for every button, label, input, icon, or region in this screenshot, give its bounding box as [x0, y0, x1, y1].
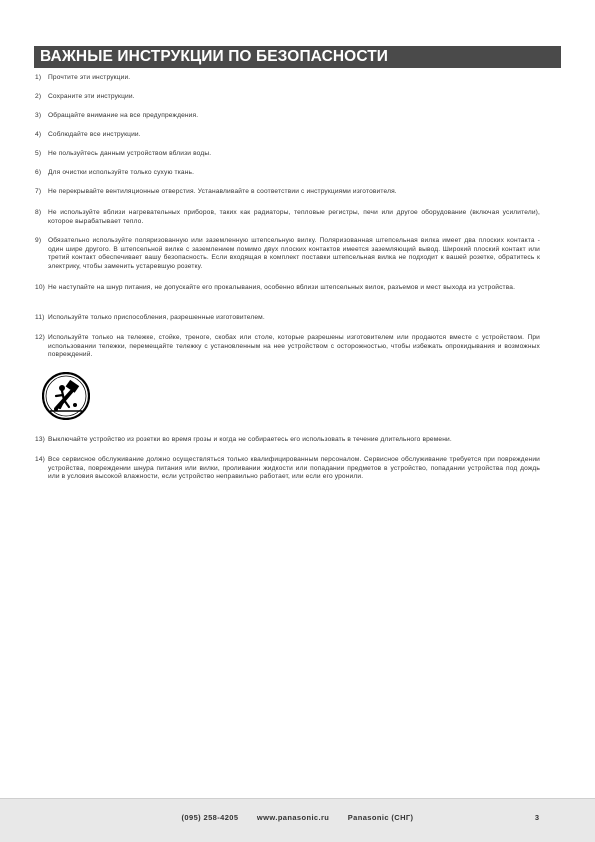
item-number: 4) [35, 131, 42, 138]
item-text: Не перекрывайте вентиляционные отверстия. Устанавливайте в соответствии с инструкциями изготовителя. [48, 188, 397, 195]
footer-phone: (095) 258-4205 [181, 813, 239, 822]
item-number: 10) [35, 284, 45, 291]
footer-company: Panasonic (СНГ) [347, 813, 414, 822]
item-text: Сохраните эти инструкции. [48, 93, 135, 100]
item-text: Обязательно используйте поляризованную или заземленную штепсельную вилку. Поляризованная штепсельная вилка имеет два плоских контакта - один шире другого. В штепсельной вилке с заземлением помимо двух плоских контактов имеется заземляющий вывод. Широкий плоский контакт или третий контакт обеспечивает вашу безопасность. Если входящая в комплект поставки штепсельная вилка не подходит к вашей розетке, обратитесь к электрику, чтобы заменить устаревшую розетку. [48, 237, 540, 270]
item-number: 3) [35, 112, 42, 119]
item-number: 7) [35, 188, 42, 195]
item-text: Для очистки используйте только сухую ткань. [48, 169, 195, 176]
item-text: Не пользуйтесь данным устройством вблизи воды. [48, 150, 212, 157]
item-text: Не используйте вблизи нагревательных приборов, таких как радиаторы, тепловые регистры, печи или другое оборудование (включая усилители), которое вырабатывает тепло. [48, 209, 540, 225]
cart-tipover-warning-icon [42, 372, 90, 420]
item-number: 5) [35, 150, 42, 157]
item-number: 12) [35, 334, 45, 341]
item-number: 9) [35, 237, 42, 244]
item-text: Выключайте устройство из розетки во время грозы и когда не собираетесь его использовать в течение длительного времени. [48, 436, 452, 443]
item-text: Обращайте внимание на все предупреждения. [48, 112, 199, 119]
item-text: Используйте только на тележке, стойке, треноге, скобах или столе, которые разрешены изготовителем или продаются вместе с устройством. При использовании тележки, перемещайте тележку с установленным на нее устройством с осторожностью, чтобы избежать опрокидывания и возможных повреждений. [48, 334, 540, 359]
item-number: 13) [35, 436, 45, 443]
page-title: ВАЖНЫЕ ИНСТРУКЦИИ ПО БЕЗОПАСНОСТИ [34, 46, 561, 68]
item-number: 8) [35, 209, 42, 216]
page-footer [0, 798, 595, 842]
footer-website[interactable]: www.panasonic.ru [256, 813, 330, 822]
item-text: Не наступайте на шнур питания, не допускайте его прокалывания, особенно вблизи штепсельных вилок, разъемов и мест выхода из устройства. [48, 284, 516, 291]
item-text: Все сервисное обслуживание должно осуществляться только квалифицированным персоналом. Сервисное обслуживание требуется при повреждении устройства, повреждении шнура питания или вилки, проливании жидкости или попадании предметов в устройство, попадании устройства под дождь или в условия высокой влажности, если устройство неправильно работает, или если его уронили. [48, 456, 540, 481]
item-number: 1) [35, 74, 42, 81]
item-number: 6) [35, 169, 42, 176]
item-text: Соблюдайте все инструкции. [48, 131, 141, 138]
item-text: Используйте только приспособления, разрешенные изготовителем. [48, 314, 265, 321]
item-text: Прочтите эти инструкции. [48, 74, 131, 81]
item-number: 2) [35, 93, 42, 100]
page-number: 3 [534, 813, 539, 822]
item-number: 11) [35, 314, 45, 321]
footer-contacts [0, 813, 595, 822]
item-number: 14) [35, 456, 45, 463]
